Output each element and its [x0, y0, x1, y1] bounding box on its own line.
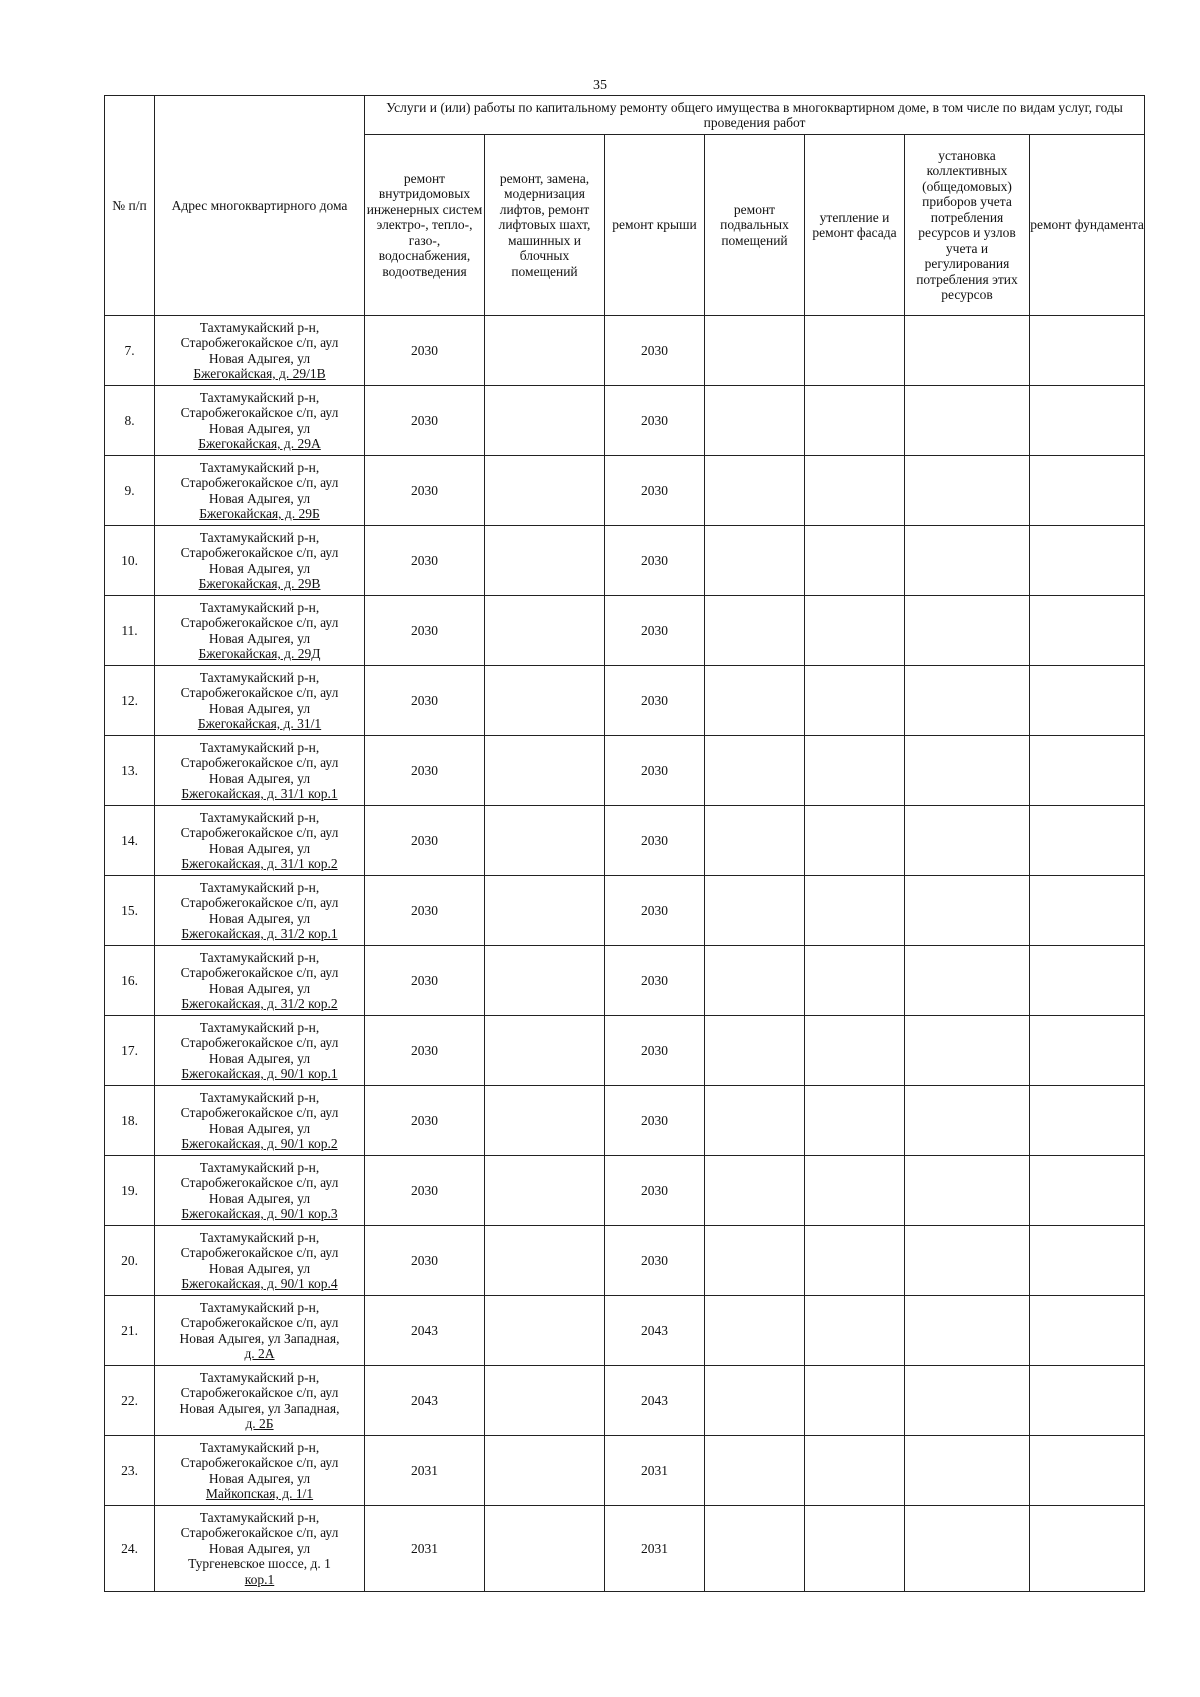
facade-year: [805, 1226, 905, 1296]
address-cell: [155, 666, 365, 736]
row-number: 11.: [105, 596, 155, 666]
meters-year: [905, 526, 1030, 596]
basement-year: [705, 806, 805, 876]
address-line: Новая Адыгея, ул: [208, 1260, 311, 1276]
table-row: [105, 876, 1145, 946]
facade-year: [805, 386, 905, 456]
engineering-systems-year: 2030: [365, 596, 485, 666]
address-line: Новая Адыгея, ул Западная,: [179, 1330, 340, 1346]
meters-year: [905, 946, 1030, 1016]
row-number: 18.: [105, 1086, 155, 1156]
table-row: [105, 666, 1145, 736]
address-line: Новая Адыгея, ул: [208, 1120, 311, 1136]
address-line: Тахтамукайский р-н,: [199, 669, 320, 685]
meters-year: [905, 1436, 1030, 1506]
engineering-systems-year: 2030: [365, 386, 485, 456]
row-number: 20.: [105, 1226, 155, 1296]
engineering-systems-year: 2030: [365, 806, 485, 876]
column-header-facade: утепление и ремонт фасада: [805, 135, 905, 316]
address-line: Бжегокайская, д. 90/1 кор.3: [181, 1206, 338, 1221]
address-line: Тахтамукайский р-н,: [199, 1299, 320, 1315]
elevators-year: [485, 1436, 605, 1506]
facade-year: [805, 1366, 905, 1436]
elevators-year: [485, 666, 605, 736]
address-line: Бжегокайская, д. 31/1: [197, 716, 322, 731]
engineering-systems-year: 2030: [365, 316, 485, 386]
row-number: 9.: [105, 456, 155, 526]
engineering-systems-year: 2030: [365, 1156, 485, 1226]
roof-year: 2030: [605, 736, 705, 806]
roof-year: 2030: [605, 386, 705, 456]
row-number: 24.: [105, 1506, 155, 1592]
basement-year: [705, 666, 805, 736]
address-line: Тахтамукайский р-н,: [199, 1509, 320, 1525]
address-cell: [155, 876, 365, 946]
address-cell: [155, 1436, 365, 1506]
elevators-year: [485, 1226, 605, 1296]
roof-year: 2043: [605, 1366, 705, 1436]
address-line: Новая Адыгея, ул: [208, 560, 311, 576]
foundation-year: [1030, 1226, 1145, 1296]
basement-year: [705, 1436, 805, 1506]
foundation-year: [1030, 1156, 1145, 1226]
address-line: Старобжегокайское с/п, аул: [180, 1245, 339, 1260]
engineering-systems-year: 2030: [365, 876, 485, 946]
address-line: Новая Адыгея, ул Западная,: [179, 1400, 340, 1416]
address-cell: [155, 1296, 365, 1366]
address-line: Старобжегокайское с/п, аул: [180, 1315, 339, 1330]
meters-year: [905, 1086, 1030, 1156]
row-number: 12.: [105, 666, 155, 736]
engineering-systems-year: 2043: [365, 1366, 485, 1436]
foundation-year: [1030, 1506, 1145, 1592]
basement-year: [705, 596, 805, 666]
address-line: Бжегокайская, д. 31/2 кор.1: [181, 926, 338, 941]
address-line: Тахтамукайский р-н,: [199, 459, 320, 475]
address-line: Тахтамукайский р-н,: [199, 1439, 320, 1455]
basement-year: [705, 1016, 805, 1086]
address-line: Тахтамукайский р-н,: [199, 879, 320, 895]
roof-year: 2030: [605, 526, 705, 596]
roof-year: 2030: [605, 316, 705, 386]
engineering-systems-year: 2031: [365, 1436, 485, 1506]
basement-year: [705, 456, 805, 526]
roof-year: 2030: [605, 596, 705, 666]
meters-year: [905, 386, 1030, 456]
address-line: Новая Адыгея, ул: [208, 1190, 311, 1206]
engineering-systems-year: 2030: [365, 456, 485, 526]
meters-year: [905, 1506, 1030, 1592]
facade-year: [805, 1016, 905, 1086]
address-line: Старобжегокайское с/п, аул: [180, 685, 339, 700]
address-cell: [155, 1086, 365, 1156]
facade-year: [805, 806, 905, 876]
address-line: Старобжегокайское с/п, аул: [180, 615, 339, 630]
column-header-elevators: ремонт, замена, модернизация лифтов, ремонт лифтовых шахт, машинных и блочных помещений: [485, 135, 605, 316]
foundation-year: [1030, 456, 1145, 526]
column-header-num: № п/п: [105, 96, 155, 316]
foundation-year: [1030, 1086, 1145, 1156]
roof-year: 2030: [605, 666, 705, 736]
address-line: Старобжегокайское с/п, аул: [180, 1175, 339, 1190]
address-line: Старобжегокайское с/п, аул: [180, 545, 339, 560]
address-line: Бжегокайская, д. 31/1 кор.2: [181, 856, 338, 871]
address-cell: [155, 596, 365, 666]
meters-year: [905, 736, 1030, 806]
table-body: [105, 316, 1145, 1592]
foundation-year: [1030, 596, 1145, 666]
engineering-systems-year: 2030: [365, 1226, 485, 1296]
elevators-year: [485, 1366, 605, 1436]
row-number: 7.: [105, 316, 155, 386]
table-row: [105, 386, 1145, 456]
capital-repair-table: [104, 95, 1145, 1592]
basement-year: [705, 876, 805, 946]
address-line: Бжегокайская, д. 90/1 кор.2: [181, 1136, 338, 1151]
basement-year: [705, 1086, 805, 1156]
foundation-year: [1030, 946, 1145, 1016]
facade-year: [805, 876, 905, 946]
table-row: [105, 1506, 1145, 1592]
address-line: Тахтамукайский р-н,: [199, 739, 320, 755]
address-cell: [155, 1156, 365, 1226]
address-line: Старобжегокайское с/п, аул: [180, 755, 339, 770]
column-group-header: Услуги и (или) работы по капитальному ремонту общего имущества в многоквартирном доме, в том числе по видам услуг, годы проведения работ: [365, 96, 1145, 135]
elevators-year: [485, 736, 605, 806]
foundation-year: [1030, 1296, 1145, 1366]
roof-year: 2030: [605, 806, 705, 876]
elevators-year: [485, 456, 605, 526]
foundation-year: [1030, 876, 1145, 946]
address-line: Бжегокайская, д. 29Б: [199, 506, 320, 521]
foundation-year: [1030, 316, 1145, 386]
row-number: 19.: [105, 1156, 155, 1226]
basement-year: [705, 316, 805, 386]
engineering-systems-year: 2030: [365, 1016, 485, 1086]
elevators-year: [485, 1506, 605, 1592]
foundation-year: [1030, 1436, 1145, 1506]
address-cell: [155, 946, 365, 1016]
address-line: Старобжегокайское с/п, аул: [180, 1525, 339, 1541]
engineering-systems-year: 2030: [365, 736, 485, 806]
address-line: Новая Адыгея, ул: [208, 840, 311, 856]
meters-year: [905, 876, 1030, 946]
address-line: Старобжегокайское с/п, аул: [180, 1035, 339, 1050]
row-number: 22.: [105, 1366, 155, 1436]
address-line: Новая Адыгея, ул: [208, 630, 311, 646]
table-row: [105, 806, 1145, 876]
address-cell: [155, 1016, 365, 1086]
foundation-year: [1030, 386, 1145, 456]
meters-year: [905, 1366, 1030, 1436]
basement-year: [705, 1506, 805, 1592]
table-row: [105, 456, 1145, 526]
address-line: Новая Адыгея, ул: [208, 770, 311, 786]
foundation-year: [1030, 806, 1145, 876]
address-line: Тахтамукайский р-н,: [199, 949, 320, 965]
roof-year: 2030: [605, 1226, 705, 1296]
address-cell: [155, 316, 365, 386]
foundation-year: [1030, 1366, 1145, 1436]
address-cell: [155, 456, 365, 526]
table-row: [105, 736, 1145, 806]
address-line: Новая Адыгея, ул: [208, 1470, 311, 1486]
elevators-year: [485, 946, 605, 1016]
column-header-foundation: ремонт фундамента: [1030, 135, 1145, 316]
meters-year: [905, 456, 1030, 526]
elevators-year: [485, 526, 605, 596]
facade-year: [805, 946, 905, 1016]
table-row: [105, 1226, 1145, 1296]
row-number: 21.: [105, 1296, 155, 1366]
row-number: 8.: [105, 386, 155, 456]
basement-year: [705, 526, 805, 596]
table-row: [105, 316, 1145, 386]
table-row: [105, 1156, 1145, 1226]
elevators-year: [485, 596, 605, 666]
basement-year: [705, 946, 805, 1016]
facade-year: [805, 666, 905, 736]
address-line: Тургеневское шоссе, д. 1: [188, 1556, 331, 1572]
row-number: 16.: [105, 946, 155, 1016]
basement-year: [705, 1226, 805, 1296]
address-line: Старобжегокайское с/п, аул: [180, 335, 339, 350]
table-row: [105, 1436, 1145, 1506]
address-line: Бжегокайская, д. 90/1 кор.4: [181, 1276, 338, 1291]
address-line: Бжегокайская, д. 29Д: [198, 646, 321, 661]
elevators-year: [485, 1296, 605, 1366]
meters-year: [905, 596, 1030, 666]
address-line: Тахтамукайский р-н,: [199, 389, 320, 405]
table-row: [105, 526, 1145, 596]
address-line: Тахтамукайский р-н,: [199, 1229, 320, 1245]
address-line: Новая Адыгея, ул: [208, 490, 311, 506]
address-cell: [155, 526, 365, 596]
engineering-systems-year: 2030: [365, 946, 485, 1016]
address-line: Новая Адыгея, ул: [208, 1540, 311, 1556]
address-line: Новая Адыгея, ул: [208, 910, 311, 926]
roof-year: 2030: [605, 1156, 705, 1226]
column-header-basement: ремонт подвальных помещений: [705, 135, 805, 316]
roof-year: 2030: [605, 456, 705, 526]
basement-year: [705, 1296, 805, 1366]
address-line: Тахтамукайский р-н,: [199, 1019, 320, 1035]
row-number: 23.: [105, 1436, 155, 1506]
facade-year: [805, 526, 905, 596]
facade-year: [805, 1436, 905, 1506]
column-header-address: Адрес многоквартирного дома: [155, 96, 365, 316]
address-line: Старобжегокайское с/п, аул: [180, 1385, 339, 1400]
address-line: Майкопская, д. 1/1: [205, 1486, 314, 1501]
facade-year: [805, 1506, 905, 1592]
row-number: 15.: [105, 876, 155, 946]
roof-year: 2030: [605, 1086, 705, 1156]
roof-year: 2030: [605, 876, 705, 946]
address-line: Старобжегокайское с/п, аул: [180, 895, 339, 910]
table-row: [105, 1086, 1145, 1156]
address-line: Тахтамукайский р-н,: [199, 599, 320, 615]
address-line: Тахтамукайский р-н,: [199, 1089, 320, 1105]
facade-year: [805, 1156, 905, 1226]
basement-year: [705, 736, 805, 806]
column-header-engineering-systems: ремонт внутридомовых инженерных систем электро-, тепло-, газо-, водоснабжения, водоотведения: [365, 135, 485, 316]
address-cell: [155, 806, 365, 876]
address-line: Тахтамукайский р-н,: [199, 529, 320, 545]
address-line: Бжегокайская, д. 31/1 кор.1: [181, 786, 338, 801]
table-row: [105, 1366, 1145, 1436]
page-number: 35: [593, 78, 607, 93]
meters-year: [905, 1296, 1030, 1366]
meters-year: [905, 806, 1030, 876]
address-line: Новая Адыгея, ул: [208, 350, 311, 366]
foundation-year: [1030, 666, 1145, 736]
engineering-systems-year: 2030: [365, 1086, 485, 1156]
engineering-systems-year: 2043: [365, 1296, 485, 1366]
facade-year: [805, 596, 905, 666]
row-number: 13.: [105, 736, 155, 806]
address-line: Бжегокайская, д. 29А: [198, 436, 321, 451]
address-line: д. 2Б: [245, 1416, 274, 1431]
meters-year: [905, 1226, 1030, 1296]
row-number: 14.: [105, 806, 155, 876]
address-line: Старобжегокайское с/п, аул: [180, 1105, 339, 1120]
facade-year: [805, 1086, 905, 1156]
address-line: Тахтамукайский р-н,: [199, 809, 320, 825]
column-header-roof: ремонт крыши: [605, 135, 705, 316]
address-line: Новая Адыгея, ул: [208, 980, 311, 996]
foundation-year: [1030, 526, 1145, 596]
address-line: д. 2А: [244, 1346, 275, 1361]
address-line: кор.1: [244, 1571, 275, 1587]
address-line: Старобжегокайское с/п, аул: [180, 1455, 339, 1470]
address-cell: [155, 1506, 365, 1592]
elevators-year: [485, 876, 605, 946]
address-line: Бжегокайская, д. 31/2 кор.2: [181, 996, 338, 1011]
elevators-year: [485, 1156, 605, 1226]
address-line: Старобжегокайское с/п, аул: [180, 965, 339, 980]
facade-year: [805, 456, 905, 526]
elevators-year: [485, 1016, 605, 1086]
facade-year: [805, 736, 905, 806]
facade-year: [805, 1296, 905, 1366]
address-line: Тахтамукайский р-н,: [199, 319, 320, 335]
row-number: 17.: [105, 1016, 155, 1086]
basement-year: [705, 1156, 805, 1226]
address-line: Старобжегокайское с/п, аул: [180, 825, 339, 840]
header-row-top: [105, 96, 1145, 135]
meters-year: [905, 316, 1030, 386]
address-line: Новая Адыгея, ул: [208, 1050, 311, 1066]
foundation-year: [1030, 736, 1145, 806]
address-line: Тахтамукайский р-н,: [199, 1369, 320, 1385]
address-line: Новая Адыгея, ул: [208, 700, 311, 716]
table-row: [105, 1016, 1145, 1086]
foundation-year: [1030, 1016, 1145, 1086]
address-line: Старобжегокайское с/п, аул: [180, 475, 339, 490]
address-line: Новая Адыгея, ул: [208, 420, 311, 436]
engineering-systems-year: 2030: [365, 526, 485, 596]
facade-year: [805, 316, 905, 386]
engineering-systems-year: 2031: [365, 1506, 485, 1592]
address-line: Тахтамукайский р-н,: [199, 1159, 320, 1175]
address-line: Старобжегокайское с/п, аул: [180, 405, 339, 420]
row-number: 10.: [105, 526, 155, 596]
address-cell: [155, 386, 365, 456]
engineering-systems-year: 2030: [365, 666, 485, 736]
address-cell: [155, 1226, 365, 1296]
address-line: Бжегокайская, д. 90/1 кор.1: [181, 1066, 338, 1081]
meters-year: [905, 1156, 1030, 1226]
column-header-meters: установка коллективных (общедомовых) приборов учета потребления ресурсов и узлов учета и регулирования потребления этих ресурсов: [905, 135, 1030, 316]
address-cell: [155, 1366, 365, 1436]
roof-year: 2030: [605, 1016, 705, 1086]
table-row: [105, 1296, 1145, 1366]
basement-year: [705, 386, 805, 456]
table-row: [105, 946, 1145, 1016]
table-row: [105, 596, 1145, 666]
roof-year: 2030: [605, 946, 705, 1016]
address-line: Бжегокайская, д. 29В: [198, 576, 321, 591]
meters-year: [905, 1016, 1030, 1086]
roof-year: 2031: [605, 1436, 705, 1506]
basement-year: [705, 1366, 805, 1436]
elevators-year: [485, 386, 605, 456]
elevators-year: [485, 806, 605, 876]
meters-year: [905, 666, 1030, 736]
elevators-year: [485, 1086, 605, 1156]
roof-year: 2043: [605, 1296, 705, 1366]
address-line: Бжегокайская, д. 29/1В: [193, 366, 326, 381]
roof-year: 2031: [605, 1506, 705, 1592]
elevators-year: [485, 316, 605, 386]
address-cell: [155, 736, 365, 806]
